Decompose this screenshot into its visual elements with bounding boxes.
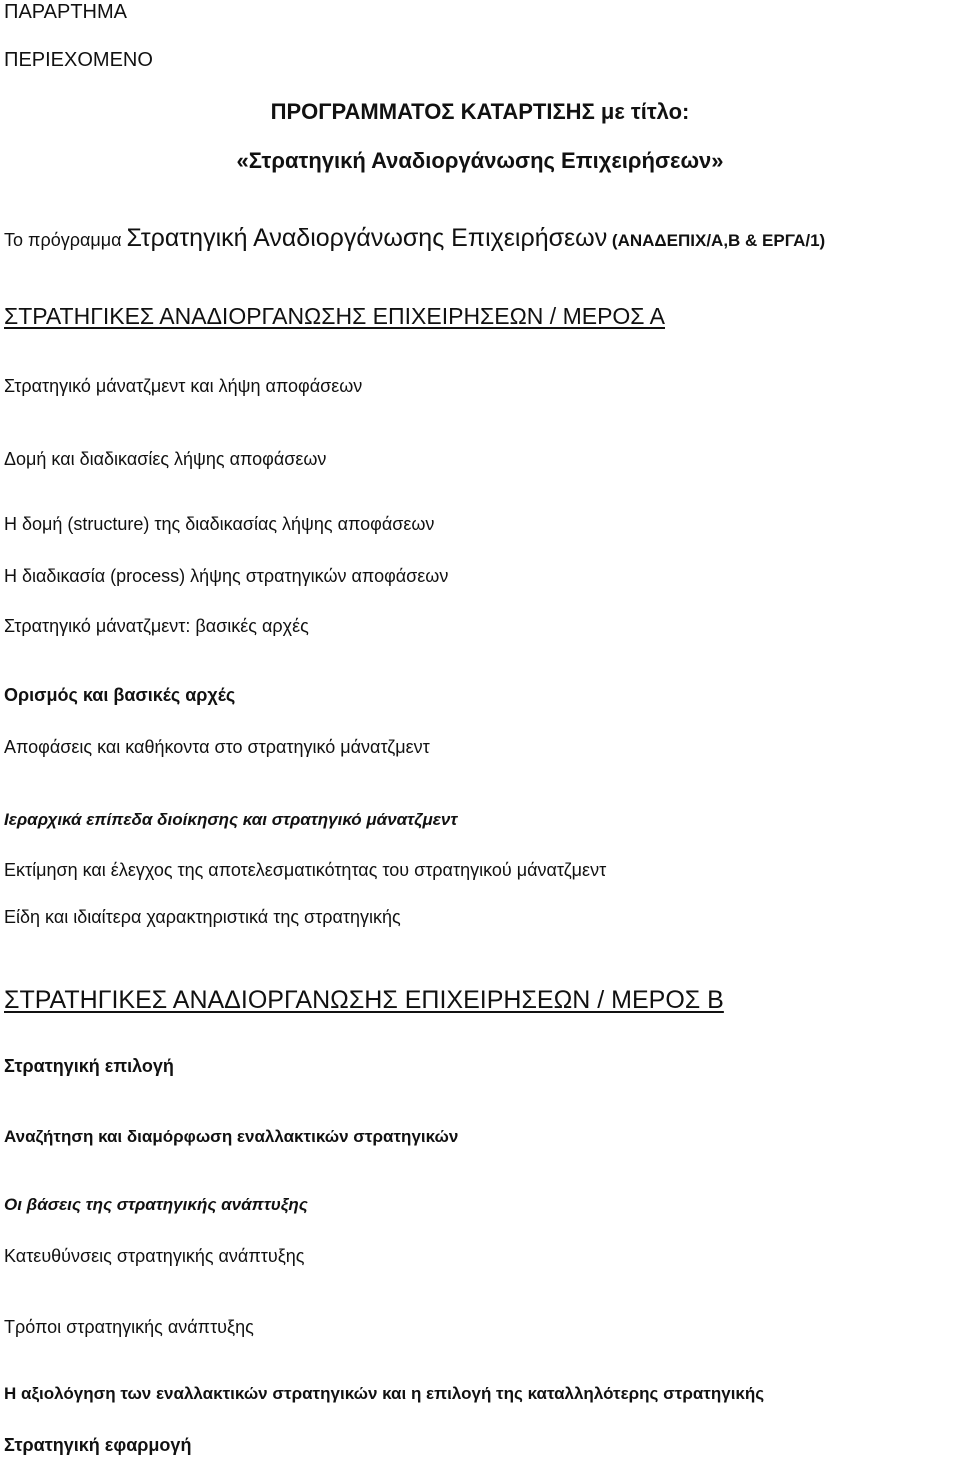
contents-label: ΠΕΡΙΕΧΟΜΕΝΟ — [4, 49, 153, 71]
part-a-item-4: Η διαδικασία (process) λήψης στρατηγικών αποφάσεων — [4, 566, 449, 586]
part-b-heading: ΣΤΡΑΤΗΓΙΚΕΣ ΑΝΑΔΙΟΡΓΑΝΩΣΗΣ ΕΠΙΧΕΙΡΗΣΕΩΝ / ΜΕΡΟΣ Β — [4, 986, 724, 1014]
part-a-heading: ΣΤΡΑΤΗΓΙΚΕΣ ΑΝΑΔΙΟΡΓΑΝΩΣΗΣ ΕΠΙΧΕΙΡΗΣΕΩΝ / ΜΕΡΟΣ Α — [4, 303, 665, 329]
part-a-item-6: Ορισμός και βασικές αρχές — [4, 685, 236, 705]
part-b-item-3: Οι βάσεις της στρατηγικής ανάπτυξης — [4, 1195, 308, 1214]
part-a-item-9: Εκτίμηση και έλεγχος της αποτελεσματικότητας του στρατηγικού μάνατζμεντ — [4, 860, 607, 880]
part-b-item-1: Στρατηγική επιλογή — [4, 1056, 174, 1076]
part-a-item-5: Στρατηγικό μάνατζμεντ: βασικές αρχές — [4, 616, 309, 636]
part-a-item-8: Ιεραρχικά επίπεδα διοίκησης και στρατηγικό μάνατζμεντ — [4, 810, 458, 829]
program-code: (ΑΝΑΔΕΠΙΧ/Α,Β & ΕΡΓΑ/1) — [607, 231, 826, 250]
part-b-item-7: Στρατηγική εφαρμογή — [4, 1435, 192, 1455]
program-intro — [4, 226, 825, 251]
part-a-item-2: Δομή και διαδικασίες λήψης αποφάσεων — [4, 449, 327, 469]
title-line-1: ΠΡΟΓΡΑΜΜΑΤΟΣ ΚΑΤΑΡΤΙΣΗΣ με τίτλο: — [270, 99, 690, 124]
annex-label: ΠΑΡΑΡΤΗΜΑ — [4, 1, 127, 23]
program-intro-prefix: Το πρόγραμμα — [4, 230, 127, 250]
part-b-item-6: Η αξιολόγηση των εναλλακτικών στρατηγικών και η επιλογή της καταλληλότερης στρατηγικής — [4, 1384, 765, 1403]
part-b-item-4: Κατευθύνσεις στρατηγικής ανάπτυξης — [4, 1246, 305, 1266]
title-line-2: «Στρατηγική Αναδιοργάνωσης Επιχειρήσεων» — [236, 148, 724, 173]
part-a-item-10: Είδη και ιδιαίτερα χαρακτηριστικά της στρατηγικής — [4, 907, 401, 927]
part-a-item-3: Η δομή (structure) της διαδικασίας λήψης αποφάσεων — [4, 514, 435, 534]
part-a-item-1: Στρατηγικό μάνατζμεντ και λήψη αποφάσεων — [4, 376, 363, 396]
program-name: Στρατηγική Αναδιοργάνωσης Επιχειρήσεων — [126, 224, 608, 252]
part-a-item-7: Αποφάσεις και καθήκοντα στο στρατηγικό μάνατζμεντ — [4, 737, 430, 757]
part-b-item-5: Τρόποι στρατηγικής ανάπτυξης — [4, 1317, 254, 1337]
part-b-item-2: Αναζήτηση και διαμόρφωση εναλλακτικών στρατηγικών — [4, 1127, 459, 1146]
